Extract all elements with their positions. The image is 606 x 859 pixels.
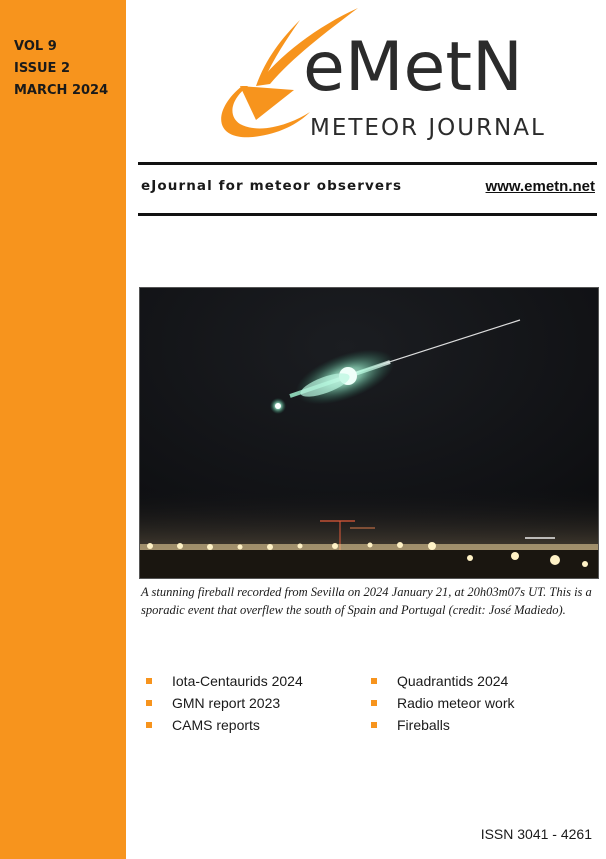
contents-item-label: Iota-Centaurids 2024 (172, 673, 303, 689)
contents-item-label: Fireballs (397, 717, 450, 733)
issue-info (14, 36, 108, 102)
bullet-icon (371, 722, 377, 728)
contents-item[interactable] (371, 692, 515, 714)
contents-item[interactable] (371, 670, 515, 692)
cover-photo (139, 287, 599, 579)
orange-sidebar (0, 0, 126, 859)
bullet-icon (146, 678, 152, 684)
contents-item[interactable] (146, 670, 303, 692)
contents-right-column (371, 670, 515, 736)
fireball-image (140, 288, 598, 578)
bullet-icon (146, 722, 152, 728)
bottom-rule (138, 213, 597, 216)
contents-item[interactable] (371, 714, 515, 736)
contents-item-label: Radio meteor work (397, 695, 515, 711)
issue-date: MARCH 2024 (14, 83, 109, 98)
journal-title: eMetN (303, 28, 523, 107)
bullet-icon (371, 678, 377, 684)
photo-caption: A stunning fireball recorded from Sevilla on 2024 January 21, at 20h03m07s UT. This is a sporadic event that overflew the south of Spain and Portugal (credit: José Madiedo). (141, 585, 592, 617)
top-rule (138, 162, 597, 165)
contents-item[interactable] (146, 714, 303, 736)
contents-item-label: CAMS reports (172, 717, 260, 733)
contents-item-label: Quadrantids 2024 (397, 673, 509, 689)
contents-item[interactable] (146, 692, 303, 714)
contents-left-column (146, 670, 303, 736)
website-link[interactable]: www.emetn.net (485, 178, 595, 195)
journal-subtitle: METEOR JOURNAL (310, 115, 546, 141)
volume-label: VOL 9 (14, 39, 57, 54)
tagline: eJournal for meteor observers (141, 178, 403, 194)
bullet-icon (371, 700, 377, 706)
issue-label: ISSUE 2 (14, 61, 70, 76)
issn-number: ISSN 3041 - 4261 (480, 826, 592, 842)
contents-item-label: GMN report 2023 (172, 695, 281, 711)
bullet-icon (146, 700, 152, 706)
